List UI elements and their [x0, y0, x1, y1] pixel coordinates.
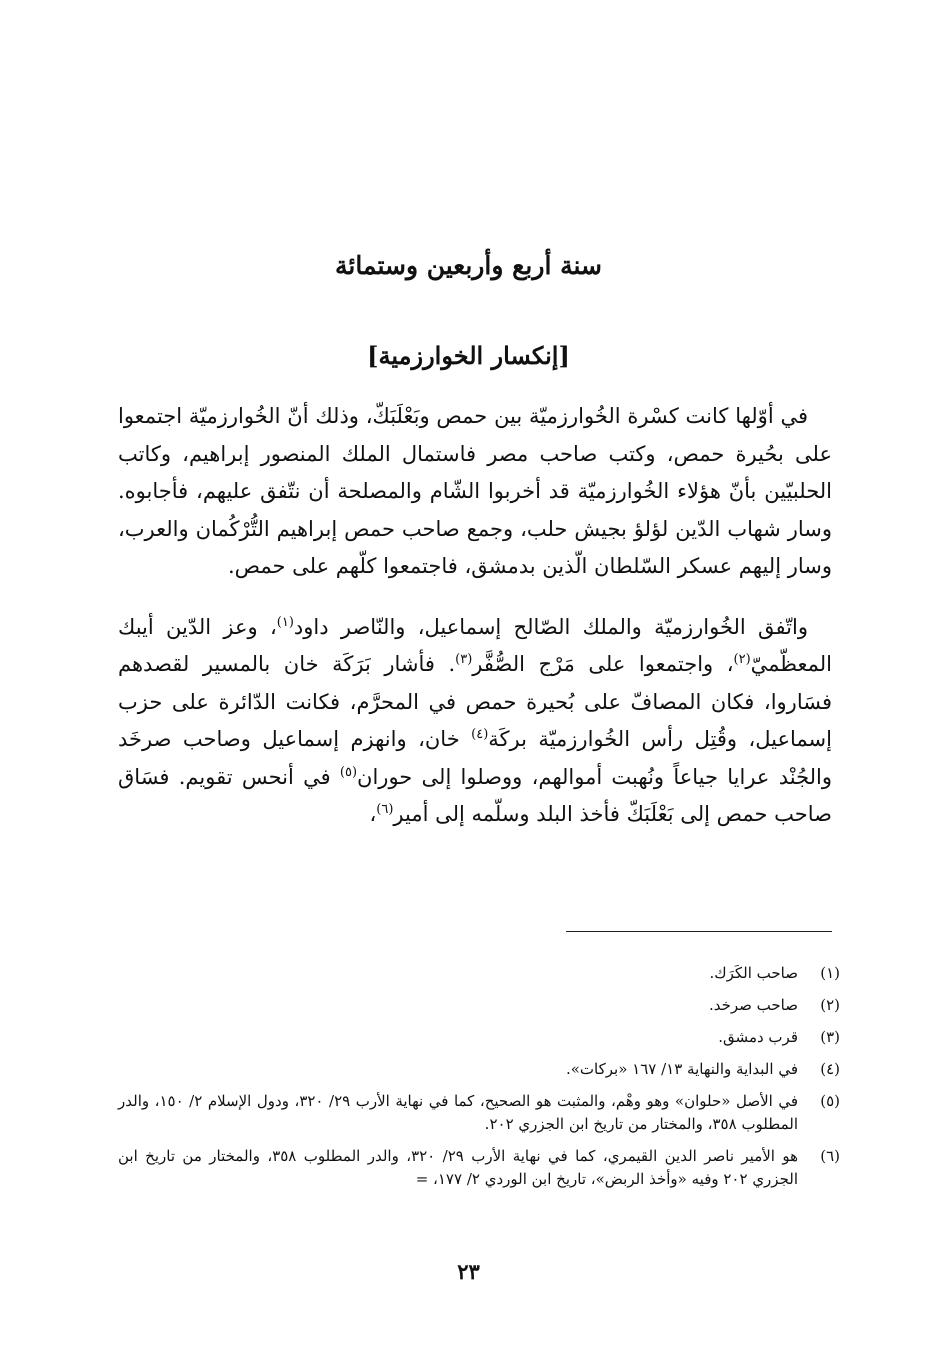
- paragraph-2: [118, 609, 832, 834]
- para2-segment-1: واتّفق الخُوارزميّة والملك الصّالح إسماعيل، والنّاصر داود: [293, 614, 808, 639]
- footnote-number: (٥): [820, 1092, 840, 1110]
- footnote-number: (٢): [820, 996, 840, 1014]
- footnote-text: صاحب صرخد.: [708, 996, 798, 1014]
- footnote: [118, 1090, 840, 1136]
- footnote-text: في الأصل «حلوان» وهو وهْم، والمثبت هو الصحيح، كما في نهاية الأرب ٢٩/ ٣٢٠، ودول الإسلام ٢/ ١٥٠، والدر المطلوب ٣٥٨، والمختار من تاريخ ابن الجزري ٢٠٢.: [118, 1092, 798, 1133]
- footnote-ref-5: (٥): [339, 764, 358, 780]
- footnote: [118, 1058, 840, 1081]
- year-title: سنة أربع وأربعين وستمائة: [335, 251, 602, 280]
- para2-segment-3: ، واجتمعوا على مَرْج الصُّفَّر: [472, 652, 734, 676]
- footnote-number: (١): [820, 964, 840, 982]
- footnote-divider: [566, 931, 832, 932]
- para2-segment-2: ، وعز الدّين أيبك المعظّميّ: [118, 614, 833, 676]
- paragraph-1: في أوّلها كانت كسْرة الخُوارزميّة بين حمص وبَعْلَبَكّ، وذلك أنّ الخُوارزميّة اجتمعوا على بحُيرة حمص، وكتب صاحب مصر فاستمال الملك المنصور إبراهيم، وكاتب الحلبيّين بأنّ هؤلاء الخُوارزميّة قد أخربوا الشّام والمصلحة أن نتّفق عليهم، فأجابوه. وسار شهاب الدّين لؤلؤ بجيش حلب، وجمع صاحب حمص إبراهيم التُّرْكُمان والعرب، وسار إليهم عسكر السّلطان الّذين بدمشق، فاجتمعوا كلّهم على حمص.: [118, 404, 832, 578]
- main-text: [118, 398, 832, 834]
- footnote: [118, 1026, 840, 1049]
- footnote-text: قرب دمشق.: [718, 1028, 798, 1046]
- footnote-ref-1: (١): [276, 614, 294, 630]
- footnote: [118, 962, 840, 985]
- footnote-number: (٤): [820, 1060, 840, 1078]
- footnote-number: (٣): [820, 1028, 840, 1046]
- para2-segment-4: . فأشار بَرَكَة خان بالمسير لقصدهم فسَاروا، فكان المصافّ على بُحيرة حمص في المحرَّم، فكانت الدّائرة على حزب إسماعيل، وقُتِل رأس الخُوارزميّة بركَة: [118, 652, 832, 751]
- section-title: [إنكسار الخوارزمية]: [367, 341, 570, 370]
- footnotes: [118, 962, 840, 1200]
- footnote-text: صاحب الكَرَك.: [709, 964, 798, 982]
- footnote-ref-2: (٢): [733, 652, 751, 667]
- footnote: [118, 1145, 840, 1191]
- footnote-ref-4: (٤): [471, 727, 489, 742]
- page-number: ٢٣: [457, 1259, 480, 1284]
- para2-segment-6: في أنحس تقويم. فسَاق صاحب حمص إلى بَعْلَبَكّ فأخذ البلد وسلّمه إلى أمير: [118, 764, 832, 826]
- footnote-text: هو الأمير ناصر الدين القيمري، كما في نهاية الأرب ٢٩/ ٣٢٠، والدر المطلوب ٣٥٨، والمختار من تاريخ ابن الجزري ٢٠٢ وفيه «وأخذ الربض»، تاريخ ابن الوردي ٢/ ١٧٧، =: [118, 1147, 799, 1188]
- footnote: [118, 994, 840, 1017]
- footnote-text: في البداية والنهاية ١٣/ ١٦٧ «بركات».: [565, 1060, 798, 1078]
- para2-segment-5: خان، وانهزم إسماعيل وصاحب صرخَد والجُنْد عرايا جياعاً ونُهبت أموالهم، ووصلوا إلى حوران: [118, 727, 832, 789]
- footnote-number: (٦): [820, 1147, 840, 1165]
- para2-segment-7: ،: [369, 802, 377, 826]
- footnote-ref-6: (٦): [376, 802, 394, 817]
- footnote-ref-3: (٣): [455, 652, 473, 667]
